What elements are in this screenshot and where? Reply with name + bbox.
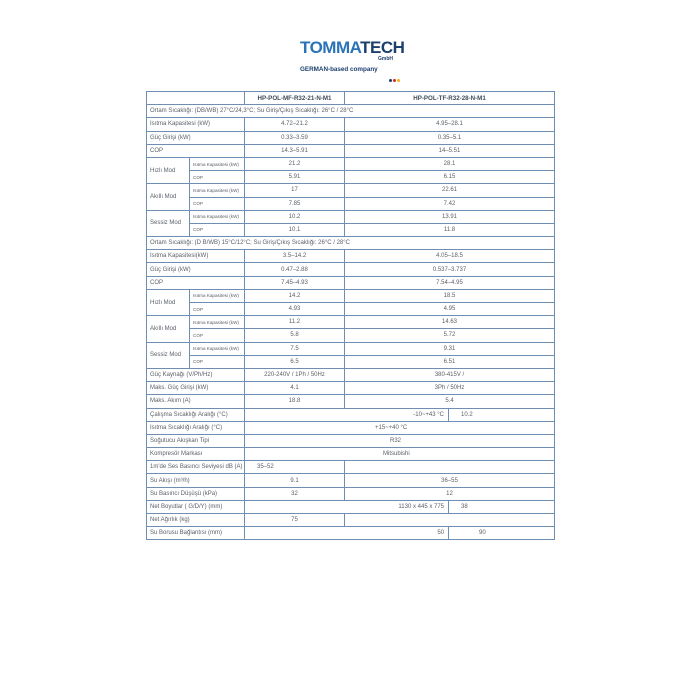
mode-label: Akıllı Mod <box>147 184 190 210</box>
table-row: Isıtma Sıcaklığı Aralığı (°C) +15~+40 °C <box>147 421 555 434</box>
table-row: Isıtma Kapasitesi (kW) 4.72–21.2 4.95–28.1 <box>147 118 555 131</box>
brand-tagline: GERMAN-based company <box>300 66 378 73</box>
table-row: Net Ağırlık (kg) 75 <box>147 514 555 527</box>
table-row: Maks. Akım (A) 18.8 5.4 <box>147 395 555 408</box>
table-row: COP 7.45–4.93 7.54–4.95 <box>147 276 555 289</box>
table-row: Soğutucu Akışkan Tipi R32 <box>147 434 555 447</box>
mode-label: Hızlı Mod <box>147 157 190 183</box>
table-row: Su Basıncı Düşüşü (kPa) 32 12 <box>147 487 555 500</box>
table-row: Su Borusu Bağlantısı (mm) 50 90 <box>147 527 555 540</box>
table-row: Kompresör Markası Mitsubishi <box>147 448 555 461</box>
table-row: Çalışma Sıcaklığı Aralığı (°C) -10~+43 °C 10.2 <box>147 408 555 421</box>
section1-title-row <box>147 105 555 118</box>
table-row: 1m'de Ses Basıncı Seviyesi dB (A) 35–52 <box>147 461 555 474</box>
mode-label: Sessiz Mod <box>147 210 190 236</box>
table-row: COP 10.1 11.8 <box>147 223 555 236</box>
table-row: COP 14.3–5.91 14–5.51 <box>147 144 555 157</box>
brand-dots-icon <box>389 69 401 87</box>
model-b-header: HP-POL-TF-R32-28-N-M1 <box>345 92 555 105</box>
table-row: Güç Kaynağı (V/Ph/Hz) 220-240V / 1Ph / 50Hz 380-415V / <box>147 368 555 381</box>
table-row: Güç Girişi (kW) 0.47–2.88 0.537–3.737 <box>147 263 555 276</box>
table-row: COP 4.93 4.95 <box>147 303 555 316</box>
table-row: COP 5.8 5.72 <box>147 329 555 342</box>
table-row: Hızlı Mod Isıtma Kapasitesi (kW) 14.2 18.5 <box>147 289 555 302</box>
mode-label: Akıllı Mod <box>147 316 190 342</box>
brand-name: TOMMATECH <box>300 38 405 57</box>
table-header-row <box>147 92 555 105</box>
table-row: Sessiz Mod Isıtma Kapasitesi (kW) 7.5 9.31 <box>147 342 555 355</box>
table-row: COP 6.5 6.51 <box>147 355 555 368</box>
table-row: Hızlı Mod Isıtma Kapasitesi (kW) 21.2 28.1 <box>147 157 555 170</box>
table-row: Sessiz Mod Isıtma Kapasitesi (kW) 10.2 13.91 <box>147 210 555 223</box>
brand-gmbh: GmbH <box>378 56 393 62</box>
mode-label: Hızlı Mod <box>147 289 190 315</box>
section1-title: Ortam Sıcaklığı: (DB/WB) 27°C/24,3°C; Su Giriş/Çıkış Sıcaklığı: 26°C / 28°C <box>147 105 555 118</box>
brand-logo <box>300 38 410 80</box>
table-row: COP 5.91 6.15 <box>147 171 555 184</box>
section2-title: Ortam Sıcaklığı: (D B/WB) 15°C/12°C; Su Giriş/Çıkış Sıcaklığı: 26°C / 28°C <box>147 237 555 250</box>
spec-table <box>146 91 555 540</box>
table-row: Isıtma Kapasitesi(kW) 3.5–14.2 4.05–18.5 <box>147 250 555 263</box>
section2-title-row <box>147 237 555 250</box>
table-row: Akıllı Mod Isıtma Kapasitesi (kW) 11.2 14.63 <box>147 316 555 329</box>
table-row: Net Boyutlar ( G/D/Y) (mm) 1130 x 445 x 775 38 <box>147 500 555 513</box>
table-header-blank <box>147 92 245 105</box>
table-row: Akıllı Mod Isıtma Kapasitesi (kW) 17 22.61 <box>147 184 555 197</box>
table-row: COP 7.85 7.42 <box>147 197 555 210</box>
model-a-header: HP-POL-MF-R32-21-N-M1 <box>245 92 345 105</box>
table-row: Güç Girişi (kW) 0.33–3.59 0.35–5.1 <box>147 131 555 144</box>
mode-label: Sessiz Mod <box>147 342 190 368</box>
table-row: Su Akışı (m³/h) 9.1 36–55 <box>147 474 555 487</box>
table-row: Maks. Güç Girişi (kW) 4.1 3Ph / 50Hz <box>147 382 555 395</box>
